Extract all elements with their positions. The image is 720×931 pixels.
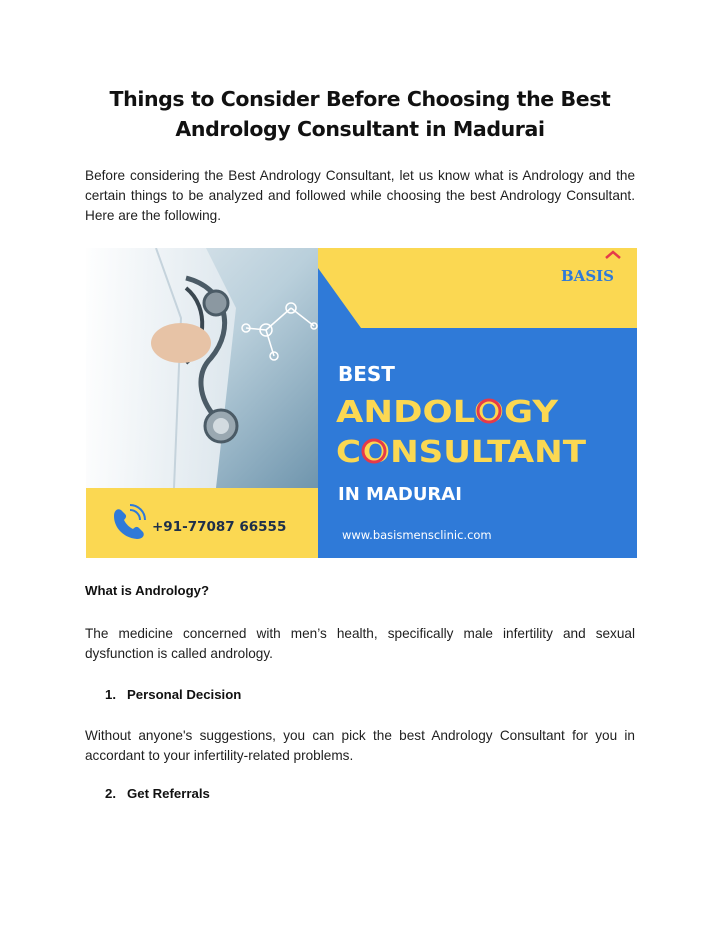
definition-paragraph: The medicine concerned with men’s health, specifically male infertility and sexual dysfunction is called andrology. <box>85 626 635 661</box>
banner-image <box>86 248 637 558</box>
banner-line-best: BEST <box>338 362 395 386</box>
step-2-number: 2. <box>105 786 116 801</box>
banner-graphic <box>86 248 637 558</box>
banner-phone: +91-77087 66555 <box>152 519 287 535</box>
step-2-label: Get Referrals <box>127 786 210 801</box>
step-1-number: 1. <box>105 687 116 702</box>
step-1-paragraph: Without anyone's suggestions, you can pick the best Andrology Consultant for you in accordant to your infertility-related problems. <box>85 728 635 763</box>
page-title-text: Things to Consider Before Choosing the Best Andrology Consultant in Madurai <box>109 87 611 141</box>
step-1-label: Personal Decision <box>127 687 242 702</box>
banner-line-madurai: IN MADURAI <box>338 484 462 505</box>
intro-paragraph: Before considering the Best Andrology Consultant, let us know what is Andrology and the certain things to be analyzed and followed while choosing the best Andrology Consultant. Here are the following. <box>85 168 635 223</box>
what-is-andrology-heading: What is Andrology? <box>85 583 210 598</box>
page-title <box>85 84 635 144</box>
banner-line-andology: ANDOLOGY <box>336 395 560 430</box>
banner-website: www.basismensclinic.com <box>342 528 492 542</box>
banner-logo: BASIS <box>561 267 614 285</box>
banner-line-consultant: CONSULTANT <box>336 435 587 470</box>
